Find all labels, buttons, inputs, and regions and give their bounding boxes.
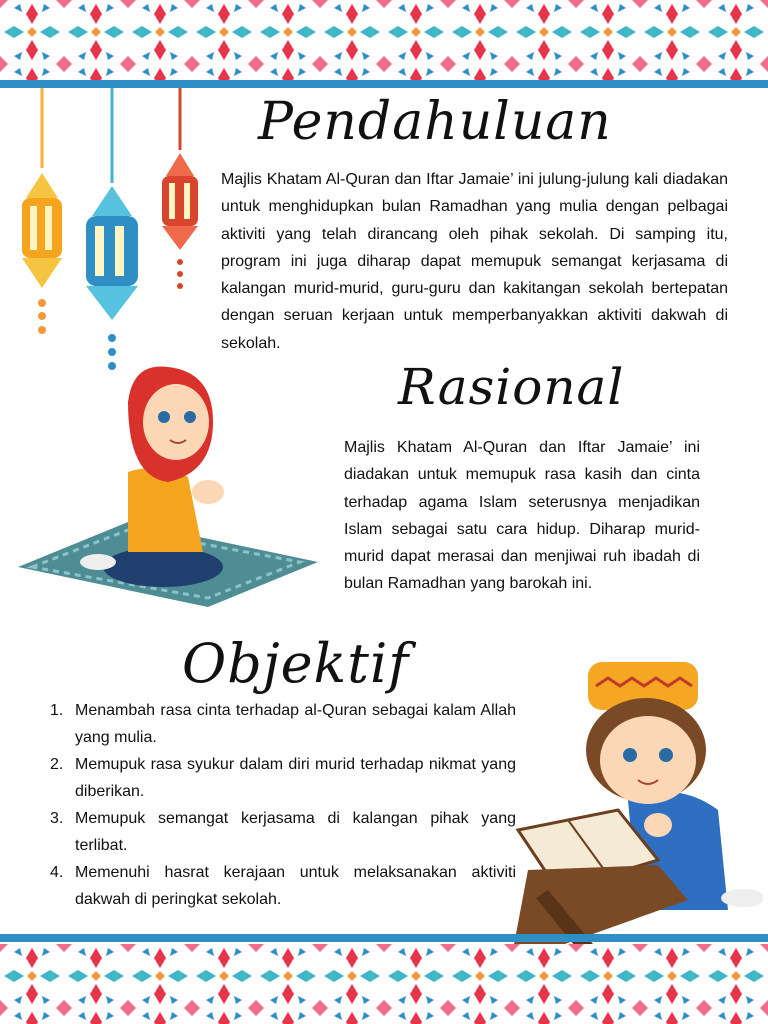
objective-heading: Objektif xyxy=(182,632,410,695)
list-item xyxy=(44,859,516,913)
list-item xyxy=(44,751,516,805)
rational-heading: Rasional xyxy=(398,358,625,416)
bottom-pattern-border xyxy=(0,944,768,1024)
boy-reading-quran-illustration xyxy=(508,650,763,950)
bottom-blue-rule xyxy=(0,934,768,942)
objective-list xyxy=(44,697,516,913)
list-text: Memupuk semangat kerjasama di kalangan pihak yang terlibat. xyxy=(75,810,516,854)
girl-praying-illustration xyxy=(18,362,318,612)
hanging-lanterns-illustration xyxy=(12,88,212,388)
intro-paragraph: Majlis Khatam Al-Quran dan Iftar Jamaie’ ini julung-julung kali diadakan untuk menghidupkan bulan Ramadhan yang mulia dengan pelbagai aktiviti yang telah dirancang oleh pihak sekolah. Di samping itu, program ini juga diharap dapat memupuk semangat kerjasama di kalangan murid-murid, guru-guru dan kakitangan sekolah bertepatan dengan seruan kerjaan untuk memperbanyakkan aktiviti dakwah di sekolah. xyxy=(221,171,728,352)
list-item xyxy=(44,805,516,859)
top-blue-rule xyxy=(0,80,768,88)
list-text: Memenuhi hasrat kerajaan untuk melaksanakan aktiviti dakwah di peringkat sekolah. xyxy=(75,864,516,908)
list-number: 4. xyxy=(50,864,64,881)
list-number: 3. xyxy=(50,810,64,827)
list-number: 1. xyxy=(50,702,64,719)
list-text: Memupuk rasa syukur dalam diri murid terhadap nikmat yang diberikan. xyxy=(75,756,516,800)
rational-paragraph: Majlis Khatam Al-Quran dan Iftar Jamaie’ ini diadakan untuk memupuk rasa kasih dan cinta terhadap agama Islam seterusnya menjadikan Islam sebagai satu cara hidup. Diharap murid-murid dapat merasai dan menjiwai ruh ibadah di bulan Ramadhan yang barokah ini. xyxy=(344,439,700,593)
intro-heading: Pendahuluan xyxy=(258,92,612,152)
list-number: 2. xyxy=(50,756,64,773)
top-pattern-border xyxy=(0,0,768,80)
list-item xyxy=(44,697,516,751)
list-text: Menambah rasa cinta terhadap al-Quran sebagai kalam Allah yang mulia. xyxy=(75,702,516,746)
